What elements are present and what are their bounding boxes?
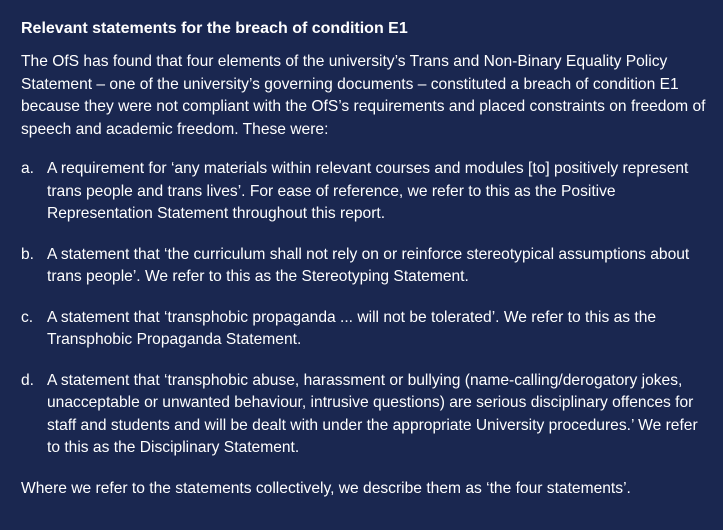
list-item-text: A statement that ‘transphobic propaganda ... will not be tolerated’. We refer to this as the Transphobic Propaganda Statement. — [47, 308, 657, 348]
intro-paragraph: The OfS has found that four elements of the university’s Trans and Non-Binary Equality Policy Statement – one of the university’s governing documents – constituted a breach of condition E1 because they were not compliant with the OfS’s requirements and placed constraints on freedom of speech and academic freedom. These were: — [21, 53, 706, 138]
list-item — [21, 158, 709, 226]
list-item — [21, 307, 709, 352]
closing-paragraph: Where we refer to the statements collectively, we describe them as ‘the four statements’. — [21, 479, 631, 497]
list-marker: a. — [21, 160, 35, 177]
panel-heading: Relevant statements for the breach of condition E1 — [21, 20, 408, 37]
list-item-text: A statement that ‘the curriculum shall not rely on or reinforce stereotypical assumptions about trans people’. We refer to this as the Stereotyping Statement. — [47, 245, 690, 285]
list-item — [21, 244, 709, 289]
list-marker: d. — [21, 371, 35, 389]
list-marker: c. — [21, 308, 34, 326]
list-item — [21, 370, 709, 460]
list-marker: b. — [21, 245, 35, 263]
list-item-text: A statement that ‘transphobic abuse, harassment or bullying (name-calling/derogatory jokes, unacceptable or unwanted behaviour, intrusive questions) are serious disciplinary offences for staff and students and will be dealt with under the appropriate University procedures.’ We refer to this as the Disciplinary Statement. — [47, 371, 698, 456]
list-item-text: A requirement for ‘any materials within relevant courses and modules [to] positively represent trans people and trans lives’. For ease of reference, we refer to this as the Positive Representation Statement throughout this report. — [47, 160, 689, 222]
statements-list — [21, 158, 709, 460]
